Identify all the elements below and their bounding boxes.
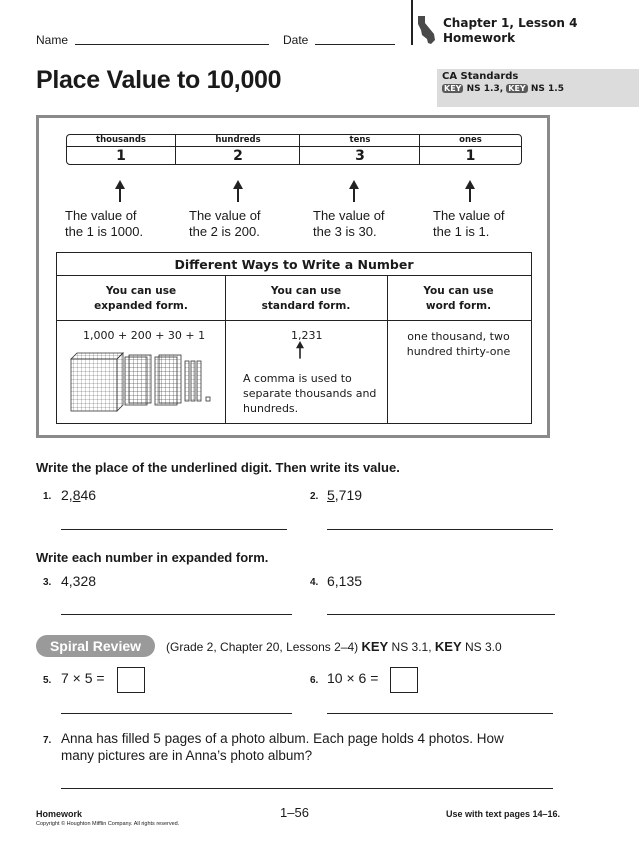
- question-3: 4,328: [61, 573, 97, 589]
- word-line: hundred thirty-one: [406, 345, 511, 358]
- place-label: thousands: [67, 135, 175, 147]
- key-label: KEY: [434, 639, 462, 654]
- value-description: [313, 208, 385, 240]
- question-number: 3.: [43, 577, 52, 588]
- header-line: You can use: [270, 285, 342, 297]
- page-number: 1–56: [280, 805, 309, 820]
- value-description: [65, 208, 143, 240]
- question-number: 5.: [43, 675, 52, 686]
- key-badge: KEY: [444, 84, 462, 93]
- question-2: [327, 487, 362, 503]
- desc-line: The value of: [433, 208, 505, 223]
- desc-line: the 2 is 200.: [189, 224, 260, 239]
- place-column: [67, 135, 175, 165]
- place-value-chart: [66, 134, 522, 165]
- place-label: hundreds: [176, 135, 300, 147]
- expanded-form: 1,000 + 200 + 30 + 1: [83, 329, 206, 342]
- digits: 2,: [61, 487, 73, 503]
- question-number: 4.: [310, 577, 319, 588]
- place-label: tens: [300, 135, 420, 147]
- question-line: many pictures are in Anna’s photo album?: [61, 748, 313, 763]
- col-header-expanded: [57, 284, 225, 314]
- standard-form: 1,231: [291, 329, 323, 342]
- col-header-word: [387, 284, 530, 314]
- title-divider: [57, 275, 531, 276]
- desc-line: the 1 is 1.: [433, 224, 490, 239]
- note-line: A comma is used to: [243, 372, 352, 385]
- date-label: Date: [283, 33, 309, 47]
- answer-line-7[interactable]: [61, 788, 553, 789]
- standards-list: [442, 84, 564, 94]
- base-ten-blocks-icon: [69, 351, 219, 413]
- digits: ,719: [334, 487, 363, 503]
- desc-line: the 1 is 1000.: [65, 224, 144, 239]
- place-column: [299, 135, 420, 165]
- desc-line: the 3 is 30.: [313, 224, 377, 239]
- place-digit: 1: [465, 148, 476, 164]
- comma-note: [243, 371, 376, 416]
- key-label: KEY: [361, 639, 389, 654]
- standards-box: [437, 69, 639, 107]
- standard-code: NS 3.0: [465, 640, 502, 654]
- question-7: [61, 730, 504, 764]
- answer-line-4[interactable]: [327, 614, 555, 615]
- spiral-review-badge: Spiral Review: [36, 635, 155, 657]
- answer-line-6[interactable]: [327, 713, 553, 714]
- question-6: 10 × 6 =: [327, 670, 379, 686]
- header-line: standard form.: [261, 300, 351, 312]
- footer-right: Use with text pages 14–16.: [446, 809, 561, 819]
- question-4: 6,135: [327, 573, 363, 589]
- question-5: 7 × 5 =: [61, 670, 105, 686]
- key-badge: KEY: [508, 84, 526, 93]
- standard-code: NS 3.1,: [391, 640, 432, 654]
- place-column: [175, 135, 300, 165]
- name-field[interactable]: [75, 44, 269, 45]
- standard-code: NS 1.3,: [466, 84, 504, 94]
- place-digit: 3: [355, 148, 365, 164]
- answer-box-5[interactable]: [117, 667, 145, 693]
- ways-table: [56, 252, 532, 424]
- header-line: You can use: [423, 285, 494, 297]
- header-divider: [411, 0, 413, 45]
- header-line: expanded form.: [94, 300, 188, 312]
- question-line: Anna has filled 5 pages of a photo album. Each page holds 4 photos. How: [61, 731, 504, 746]
- section1-instruction: Write the place of the underlined digit. Then write its value.: [36, 460, 400, 475]
- col-header-standard: [225, 284, 387, 314]
- standards-heading: CA Standards: [442, 71, 519, 82]
- place-digit: 2: [233, 148, 243, 164]
- place-column: [419, 135, 521, 165]
- value-description: [189, 208, 261, 240]
- desc-line: The value of: [313, 208, 385, 223]
- note-line: separate thousands and: [243, 387, 377, 400]
- copyright: Copyright © Houghton Mifflin Company. All rights reserved.: [36, 821, 180, 827]
- value-description: [433, 208, 505, 240]
- question-number: 2.: [310, 491, 319, 502]
- answer-line-3[interactable]: [61, 614, 292, 615]
- header-line: word form.: [425, 300, 492, 312]
- section2-instruction: Write each number in expanded form.: [36, 550, 269, 565]
- question-number: 7.: [43, 735, 52, 746]
- question-number: 6.: [310, 675, 319, 686]
- answer-box-6[interactable]: [390, 667, 418, 693]
- chapter-lesson: Chapter 1, Lesson 4: [443, 16, 578, 30]
- date-field[interactable]: [315, 44, 395, 45]
- header-line: You can use: [105, 285, 177, 297]
- desc-line: The value of: [189, 208, 261, 223]
- standard-code: NS 1.5: [530, 84, 564, 94]
- word-form: [387, 329, 530, 359]
- footer-left: Homework: [36, 809, 83, 819]
- question-number: 1.: [43, 491, 52, 502]
- header-divider-row: [57, 320, 531, 321]
- answer-line-2[interactable]: [327, 529, 553, 530]
- word-line: one thousand, two: [407, 330, 510, 343]
- name-label: Name: [36, 33, 69, 47]
- ways-table-title: Different Ways to Write a Number: [174, 257, 414, 272]
- lesson-ref: (Grade 2, Chapter 20, Lessons 2–4): [166, 640, 359, 654]
- answer-line-1[interactable]: [61, 529, 287, 530]
- note-line: hundreds.: [243, 402, 299, 415]
- place-label: ones: [420, 135, 521, 147]
- question-1: [61, 487, 96, 503]
- california-icon: [416, 14, 438, 46]
- answer-line-5[interactable]: [61, 713, 292, 714]
- spiral-review-reference: [166, 639, 502, 654]
- place-digit: 1: [116, 148, 126, 164]
- desc-line: The value of: [65, 208, 137, 223]
- underlined-digit: 8: [72, 487, 81, 503]
- page-title: Place Value to 10,000: [36, 66, 282, 94]
- underlined-digit: 5: [327, 487, 335, 503]
- doc-type: Homework: [443, 31, 516, 45]
- digits: 46: [80, 487, 97, 503]
